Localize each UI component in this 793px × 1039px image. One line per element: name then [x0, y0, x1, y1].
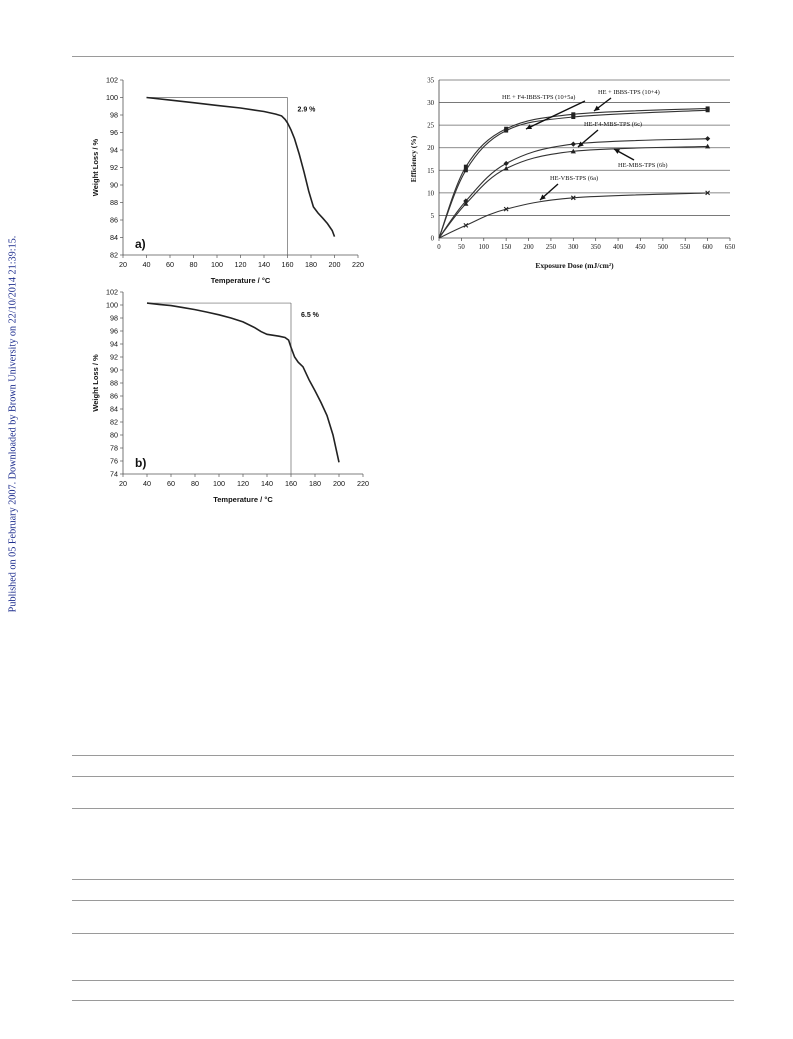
y-tick-label: 35: [427, 77, 434, 85]
x-tick-label: 450: [635, 244, 646, 251]
y-tick-label: 102: [106, 75, 118, 85]
x-tick-label: 200: [328, 260, 341, 269]
x-tick-label: 100: [478, 244, 489, 251]
tga-chart-b: [88, 286, 378, 502]
y-tick-label: 10: [427, 190, 434, 198]
x-tick-label: 120: [234, 260, 247, 269]
y-axis-title: Weight Loss / %: [91, 138, 100, 197]
x-tick-label: 500: [657, 244, 668, 251]
x-tick-label: 550: [680, 244, 691, 251]
y-tick-label: 82: [110, 250, 118, 260]
x-tick-label: 120: [237, 479, 249, 488]
x-axis-title: Exposure Dose (mJ/cm²): [535, 261, 614, 270]
tga-chart-a: [88, 74, 378, 285]
y-tick-label: 98: [110, 110, 118, 120]
table-rule-7: [72, 980, 734, 981]
series-label: HE + IBBS-TPS (10+4): [598, 89, 660, 96]
y-tick-label: 80: [110, 430, 118, 440]
y-axis-title: Weight Loss / %: [91, 354, 100, 412]
top-rule: [72, 56, 734, 57]
y-tick-label: 20: [427, 145, 434, 153]
y-tick-label: 96: [110, 326, 118, 336]
y-tick-label: 76: [110, 456, 118, 466]
y-tick-label: 92: [110, 163, 118, 172]
x-tick-label: 250: [545, 244, 557, 251]
y-tick-label: 92: [110, 352, 118, 362]
y-tick-label: 100: [106, 300, 118, 310]
x-tick-label: 80: [191, 479, 199, 488]
y-tick-label: 82: [110, 417, 118, 427]
download-notice: [2, 226, 24, 622]
y-tick-label: 84: [110, 233, 118, 242]
data-point: [705, 136, 710, 141]
table-rule-5: [72, 900, 734, 901]
y-tick-label: 98: [110, 313, 118, 323]
y-tick-label: 86: [110, 215, 118, 225]
data-point: [706, 108, 710, 112]
x-tick-label: 200: [523, 244, 534, 251]
efficiency-curve: [439, 139, 708, 238]
x-tick-label: 0: [437, 244, 441, 251]
x-tick-label: 200: [333, 479, 345, 488]
y-tick-label: 74: [110, 469, 118, 479]
x-tick-label: 140: [261, 479, 273, 488]
y-tick-label: 96: [110, 128, 118, 137]
panel-label: b): [135, 456, 147, 470]
table-rule-4: [72, 879, 734, 880]
x-tick-label: 650: [724, 244, 736, 251]
x-tick-label: 40: [142, 260, 151, 269]
y-tick-label: 102: [106, 287, 118, 297]
y-tick-label: 0: [430, 235, 434, 243]
x-tick-label: 20: [119, 260, 127, 269]
x-tick-label: 40: [143, 479, 151, 488]
efficiency-curve: [439, 146, 708, 238]
x-tick-label: 600: [702, 244, 713, 251]
y-tick-label: 88: [110, 198, 118, 207]
panel-label: a): [135, 237, 146, 251]
series-label: HE + F4-IBBS-TPS (10+5a): [502, 94, 576, 101]
series-label: HE-MBS-TPS (6b): [618, 162, 668, 169]
x-tick-label: 180: [305, 260, 317, 269]
x-tick-label: 60: [166, 260, 174, 269]
x-tick-label: 160: [281, 260, 294, 269]
data-point: [504, 129, 508, 133]
y-tick-label: 90: [110, 180, 118, 190]
series-label: HE-F4-MBS-TPS (6c): [584, 121, 643, 128]
x-tick-label: 100: [213, 479, 225, 488]
table-rule-6: [72, 933, 734, 934]
x-axis-title: Temperature / °C: [210, 276, 271, 285]
table-rule-2: [72, 776, 734, 777]
y-tick-label: 30: [427, 100, 434, 108]
data-point: [571, 115, 575, 119]
y-tick-label: 5: [430, 212, 434, 220]
y-tick-label: 78: [110, 443, 118, 453]
table-rule-3: [72, 808, 734, 809]
y-tick-label: 15: [427, 167, 434, 175]
y-tick-label: 84: [110, 404, 118, 414]
y-tick-label: 90: [110, 365, 118, 375]
x-tick-label: 400: [612, 244, 624, 251]
y-tick-label: 94: [110, 339, 118, 349]
x-axis-title: Temperature / °C: [213, 495, 273, 504]
x-tick-label: 80: [189, 260, 198, 269]
y-axis-title: Efficiency (%): [409, 135, 418, 183]
series-label: HE-VBS-TPS (6a): [550, 175, 599, 182]
x-tick-label: 140: [258, 260, 270, 269]
data-point: [504, 161, 509, 166]
x-tick-label: 150: [501, 244, 512, 251]
x-tick-label: 60: [167, 479, 175, 488]
data-point: [571, 142, 576, 147]
download-notice-text: Published on 05 February 2007. Downloaded by Brown University on 22/10/2014 21:39:15.: [7, 235, 19, 613]
x-tick-label: 220: [352, 260, 364, 269]
y-tick-label: 86: [110, 391, 118, 401]
weight-loss-annotation: 2.9 %: [297, 106, 316, 114]
y-tick-label: 88: [110, 378, 118, 388]
weight-loss-annotation: 6.5 %: [301, 312, 319, 320]
data-point: [464, 168, 468, 172]
x-tick-label: 20: [119, 479, 127, 488]
table-rule-1: [72, 755, 734, 756]
x-tick-label: 180: [309, 479, 321, 488]
x-tick-label: 300: [568, 244, 579, 251]
table-rule-8: [72, 1000, 734, 1001]
weight-loss-curve: [147, 98, 335, 237]
efficiency-chart: [408, 74, 738, 280]
y-tick-label: 25: [427, 122, 434, 130]
x-tick-label: 50: [457, 244, 465, 251]
x-tick-label: 350: [590, 244, 601, 251]
weight-loss-curve: [147, 303, 339, 462]
y-tick-label: 94: [110, 145, 118, 155]
x-tick-label: 100: [211, 260, 223, 269]
x-tick-label: 160: [285, 479, 297, 488]
x-tick-label: 220: [357, 479, 369, 488]
y-tick-label: 100: [106, 93, 118, 102]
